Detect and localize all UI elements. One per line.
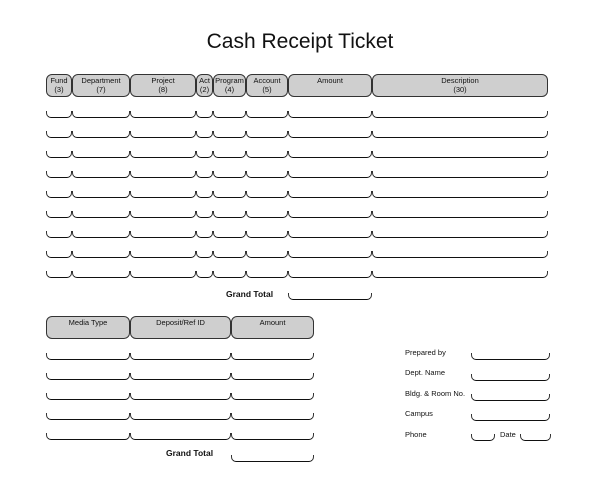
table-cell-input[interactable] xyxy=(213,211,246,218)
table-cell-input[interactable] xyxy=(130,393,231,400)
table-cell-input[interactable] xyxy=(372,231,548,238)
column-header-label: Act xyxy=(199,76,210,85)
table-cell-input[interactable] xyxy=(72,251,130,258)
table-cell-input[interactable] xyxy=(288,211,372,218)
table-cell-input[interactable] xyxy=(130,251,196,258)
table-cell-input[interactable] xyxy=(130,151,196,158)
table-cell-input[interactable] xyxy=(72,111,130,118)
column-header-length: (5) xyxy=(262,85,272,94)
column-header-label: Media Type xyxy=(68,318,108,327)
table-cell-input[interactable] xyxy=(196,211,213,218)
phone-field[interactable] xyxy=(471,434,495,441)
table-cell-input[interactable] xyxy=(288,271,372,278)
table-cell-input[interactable] xyxy=(46,251,72,258)
table-cell-input[interactable] xyxy=(213,131,246,138)
table-cell-input[interactable] xyxy=(231,413,314,420)
media-grand-total-label: Grand Total xyxy=(166,448,214,458)
table-cell-input[interactable] xyxy=(372,271,548,278)
table-cell-input[interactable] xyxy=(246,271,288,278)
table-cell-input[interactable] xyxy=(246,171,288,178)
column-header xyxy=(246,74,288,97)
table-cell-input[interactable] xyxy=(46,373,130,380)
table-cell-input[interactable] xyxy=(288,151,372,158)
column-header-label: Fund xyxy=(50,76,68,85)
column-header xyxy=(46,316,130,339)
table-cell-input[interactable] xyxy=(246,251,288,258)
grand-total-label: Grand Total xyxy=(226,289,274,299)
table-cell-input[interactable] xyxy=(130,353,231,360)
table-cell-input[interactable] xyxy=(72,191,130,198)
column-header xyxy=(130,74,196,97)
column-header-length: (8) xyxy=(158,85,168,94)
table-cell-input[interactable] xyxy=(72,271,130,278)
dept-name-field[interactable] xyxy=(471,374,550,381)
table-cell-input[interactable] xyxy=(130,413,231,420)
prepared-by-label: Prepared by xyxy=(405,348,446,357)
table-cell-input[interactable] xyxy=(372,131,548,138)
column-header-label: Amount xyxy=(317,76,343,85)
table-cell-input[interactable] xyxy=(213,271,246,278)
dept-name-label: Dept. Name xyxy=(405,368,446,377)
table-cell-input[interactable] xyxy=(72,151,130,158)
table-cell-input[interactable] xyxy=(130,111,196,118)
column-header-length: (3) xyxy=(54,85,64,94)
bldg-room-label: Bldg. & Room No. xyxy=(405,389,466,398)
table-cell-input[interactable] xyxy=(372,211,548,218)
table-cell-input[interactable] xyxy=(46,211,72,218)
table-cell-input[interactable] xyxy=(246,231,288,238)
table-cell-input[interactable] xyxy=(72,171,130,178)
column-header xyxy=(231,316,314,339)
table-cell-input[interactable] xyxy=(46,151,72,158)
table-cell-input[interactable] xyxy=(213,111,246,118)
table-cell-input[interactable] xyxy=(46,231,72,238)
table-cell-input[interactable] xyxy=(130,211,196,218)
table-cell-input[interactable] xyxy=(130,373,231,380)
table-cell-input[interactable] xyxy=(46,433,130,440)
column-header xyxy=(130,316,231,339)
table-cell-input[interactable] xyxy=(196,251,213,258)
table-cell-input[interactable] xyxy=(231,353,314,360)
date-label: Date xyxy=(500,430,516,439)
table-cell-input[interactable] xyxy=(46,271,72,278)
table-cell-input[interactable] xyxy=(372,251,548,258)
table-cell-input[interactable] xyxy=(196,131,213,138)
table-cell-input[interactable] xyxy=(196,171,213,178)
table-cell-input[interactable] xyxy=(213,231,246,238)
table-cell-input[interactable] xyxy=(372,111,548,118)
column-header xyxy=(372,74,548,97)
column-header-label: Program xyxy=(215,76,244,85)
table-cell-input[interactable] xyxy=(46,171,72,178)
table-cell-input[interactable] xyxy=(196,191,213,198)
table-cell-input[interactable] xyxy=(288,131,372,138)
page-title: Cash Receipt Ticket xyxy=(206,30,394,53)
table-cell-input[interactable] xyxy=(196,151,213,158)
table-cell-input[interactable] xyxy=(46,191,72,198)
table-cell-input[interactable] xyxy=(72,231,130,238)
table-cell-input[interactable] xyxy=(130,231,196,238)
media-grand-total-field[interactable] xyxy=(231,455,314,462)
table-cell-input[interactable] xyxy=(246,131,288,138)
table-cell-input[interactable] xyxy=(130,271,196,278)
date-field[interactable] xyxy=(520,434,551,441)
column-header xyxy=(196,74,213,97)
column-header xyxy=(72,74,130,97)
table-cell-input[interactable] xyxy=(246,151,288,158)
prepared-by-field[interactable] xyxy=(471,353,550,360)
table-cell-input[interactable] xyxy=(231,393,314,400)
campus-field[interactable] xyxy=(471,414,550,421)
table-cell-input[interactable] xyxy=(288,171,372,178)
table-cell-input[interactable] xyxy=(46,353,130,360)
grand-total-field[interactable] xyxy=(288,293,372,300)
table-cell-input[interactable] xyxy=(231,433,314,440)
table-cell-input[interactable] xyxy=(372,171,548,178)
bldg-room-field[interactable] xyxy=(471,394,550,401)
campus-label: Campus xyxy=(405,409,433,418)
table-cell-input[interactable] xyxy=(130,433,231,440)
column-header-length: (4) xyxy=(224,85,235,94)
table-cell-input[interactable] xyxy=(213,191,246,198)
table-cell-input[interactable] xyxy=(196,231,213,238)
column-header-label: Project xyxy=(151,76,175,85)
column-header-label: Deposit/Ref ID xyxy=(156,318,205,327)
column-header-label: Description xyxy=(441,76,479,85)
table-cell-input[interactable] xyxy=(288,251,372,258)
column-header xyxy=(288,74,372,97)
table-cell-input[interactable] xyxy=(46,413,130,420)
column-header-length: (30) xyxy=(453,85,467,94)
table-cell-input[interactable] xyxy=(46,131,72,138)
table-cell-input[interactable] xyxy=(288,231,372,238)
table-cell-input[interactable] xyxy=(372,191,548,198)
table-cell-input[interactable] xyxy=(213,171,246,178)
column-header-length: (7) xyxy=(96,85,106,94)
table-cell-input[interactable] xyxy=(246,191,288,198)
column-header-label: Department xyxy=(81,76,121,85)
table-cell-input[interactable] xyxy=(213,151,246,158)
table-cell-input[interactable] xyxy=(246,211,288,218)
table-cell-input[interactable] xyxy=(288,191,372,198)
table-cell-input[interactable] xyxy=(130,191,196,198)
table-cell-input[interactable] xyxy=(246,111,288,118)
column-header xyxy=(213,74,246,97)
phone-label: Phone xyxy=(405,430,427,439)
table-cell-input[interactable] xyxy=(372,151,548,158)
table-cell-input[interactable] xyxy=(130,131,196,138)
table-cell-input[interactable] xyxy=(72,211,130,218)
table-cell-input[interactable] xyxy=(288,111,372,118)
column-header xyxy=(46,74,72,97)
table-cell-input[interactable] xyxy=(196,111,213,118)
table-cell-input[interactable] xyxy=(72,131,130,138)
column-header-label: Amount xyxy=(259,318,286,327)
table-cell-input[interactable] xyxy=(213,251,246,258)
column-header-label: Account xyxy=(253,76,281,85)
table-cell-input[interactable] xyxy=(231,373,314,380)
column-header-length: (2) xyxy=(199,85,210,94)
table-cell-input[interactable] xyxy=(46,393,130,400)
table-cell-input[interactable] xyxy=(196,271,213,278)
table-cell-input[interactable] xyxy=(46,111,72,118)
table-cell-input[interactable] xyxy=(130,171,196,178)
